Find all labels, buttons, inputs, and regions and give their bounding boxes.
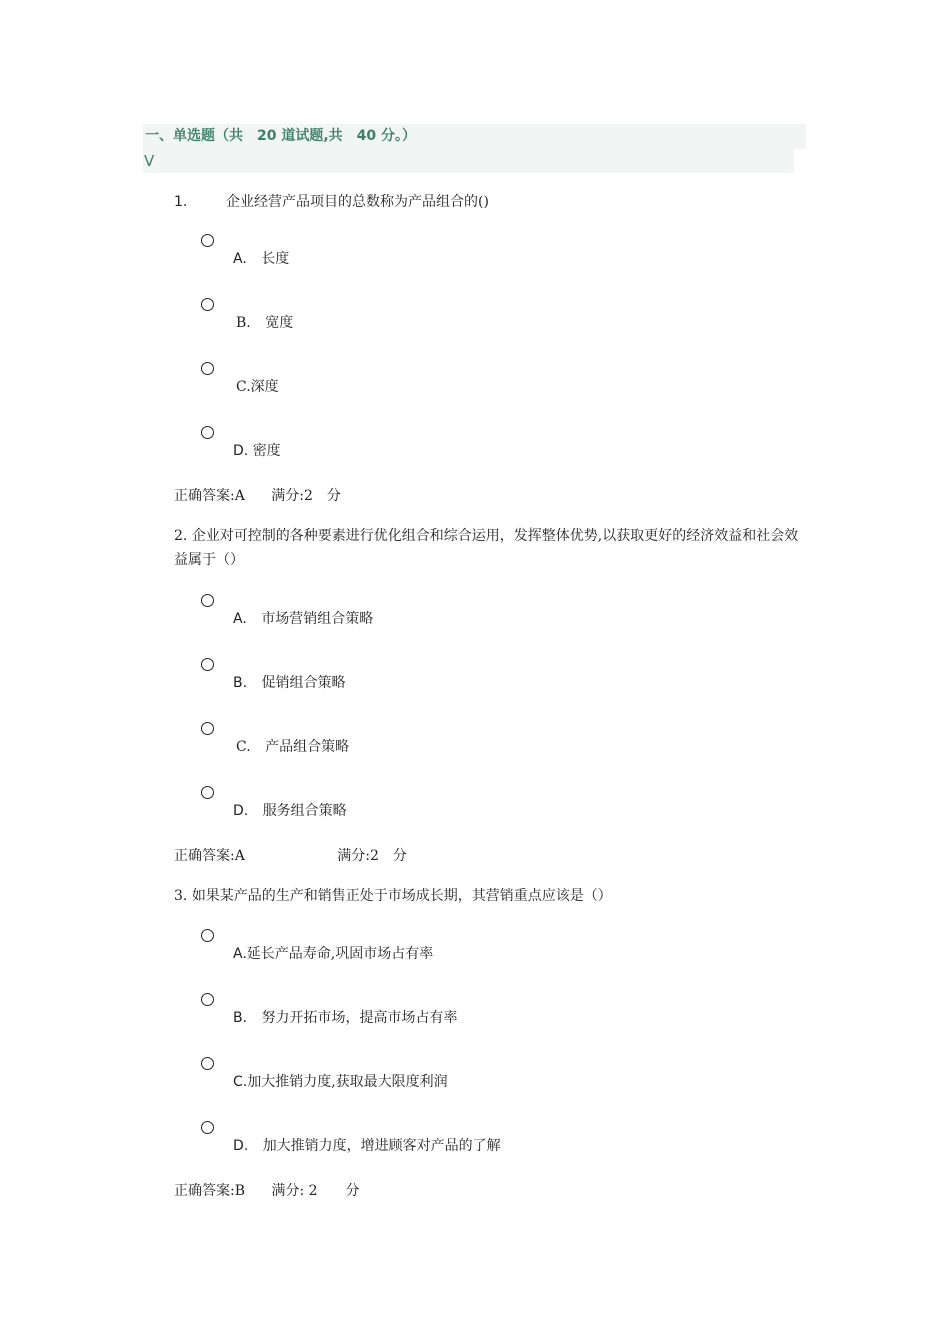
option-text: 促销组合策略: [261, 675, 346, 691]
option-text: 努力开拓市场，提高市场占有率: [261, 1010, 458, 1026]
option-text: 市场营销组合策略: [261, 611, 374, 627]
option-text: 加大推销力度,获取最大限度利润: [247, 1074, 448, 1090]
answer-line-q1: [174, 486, 341, 506]
question-text: 企业经营产品项目的总数称为产品组合的(): [226, 194, 489, 210]
option-letter: C.: [233, 1074, 248, 1090]
radio-q3-c[interactable]: [201, 1057, 214, 1070]
correct-answer: 正确答案:B: [174, 1183, 246, 1199]
score: 满分:2 分: [271, 488, 341, 504]
radio-q1-b[interactable]: [201, 298, 214, 311]
radio-q2-a[interactable]: [201, 594, 214, 607]
option-letter: C.: [236, 739, 251, 755]
question-text: 如果某产品的生产和销售正处于市场成长期，其营销重点应该是（）: [191, 888, 612, 904]
option-text: 产品组合策略: [265, 739, 350, 755]
option-text: 深度: [250, 379, 279, 395]
question-number: 3.: [174, 888, 188, 904]
option-letter: D.: [233, 1138, 249, 1154]
option-letter: B.: [233, 1010, 248, 1026]
option-letter: A.: [233, 251, 247, 267]
question-2: [174, 524, 804, 572]
option-text: 延长产品寿命,巩固市场占有率: [246, 946, 434, 962]
option-text: 宽度: [265, 315, 294, 331]
option-q1-a: [233, 249, 289, 269]
option-q2-b: [233, 673, 346, 693]
option-text: 服务组合策略: [262, 803, 347, 819]
score: 满分: 2 分: [271, 1183, 360, 1199]
option-q1-d: [233, 441, 281, 461]
option-q3-d: [233, 1136, 501, 1156]
option-q2-a: [233, 609, 373, 629]
option-text: 长度: [261, 251, 290, 267]
option-letter: D.: [233, 803, 249, 819]
score: 满分:2 分: [337, 848, 407, 864]
option-letter: D.: [233, 443, 249, 459]
question-1: [174, 190, 804, 214]
option-letter: B.: [236, 315, 251, 331]
option-q1-c: [236, 377, 279, 397]
option-text: 密度: [252, 443, 281, 459]
radio-q1-d[interactable]: [201, 426, 214, 439]
radio-q1-a[interactable]: [201, 234, 214, 247]
correct-answer: 正确答案:A: [174, 488, 245, 504]
option-letter: A.: [233, 946, 247, 962]
option-letter: B.: [233, 675, 248, 691]
radio-q3-a[interactable]: [201, 929, 214, 942]
question-3: [174, 884, 804, 908]
radio-q3-b[interactable]: [201, 993, 214, 1006]
radio-q3-d[interactable]: [201, 1121, 214, 1134]
option-q1-b: [236, 313, 293, 333]
correct-answer: 正确答案:A: [174, 848, 245, 864]
option-q2-c: [236, 737, 349, 757]
question-text: 企业对可控制的各种要素进行优化组合和综合运用，发挥整体优势,以获取更好的经济效益和社会效益属于（）: [174, 528, 799, 568]
option-letter: A.: [233, 611, 247, 627]
radio-q2-d[interactable]: [201, 786, 214, 799]
question-number: 1.: [174, 194, 188, 210]
section-title: 一、单选题（共 20 道试题,共 40 分。）: [143, 124, 806, 149]
radio-q2-b[interactable]: [201, 658, 214, 671]
section-mark: V: [143, 149, 794, 173]
option-q2-d: [233, 801, 347, 821]
option-text: 加大推销力度，增进顾客对产品的了解: [262, 1138, 501, 1154]
option-q3-c: [233, 1072, 448, 1092]
option-q3-b: [233, 1008, 458, 1028]
question-number: 2.: [174, 528, 188, 544]
answer-line-q3: [174, 1181, 360, 1201]
option-q3-a: [233, 944, 433, 964]
answer-line-q2: [174, 846, 407, 866]
radio-q2-c[interactable]: [201, 722, 214, 735]
option-letter: C.: [236, 379, 251, 395]
radio-q1-c[interactable]: [201, 362, 214, 375]
